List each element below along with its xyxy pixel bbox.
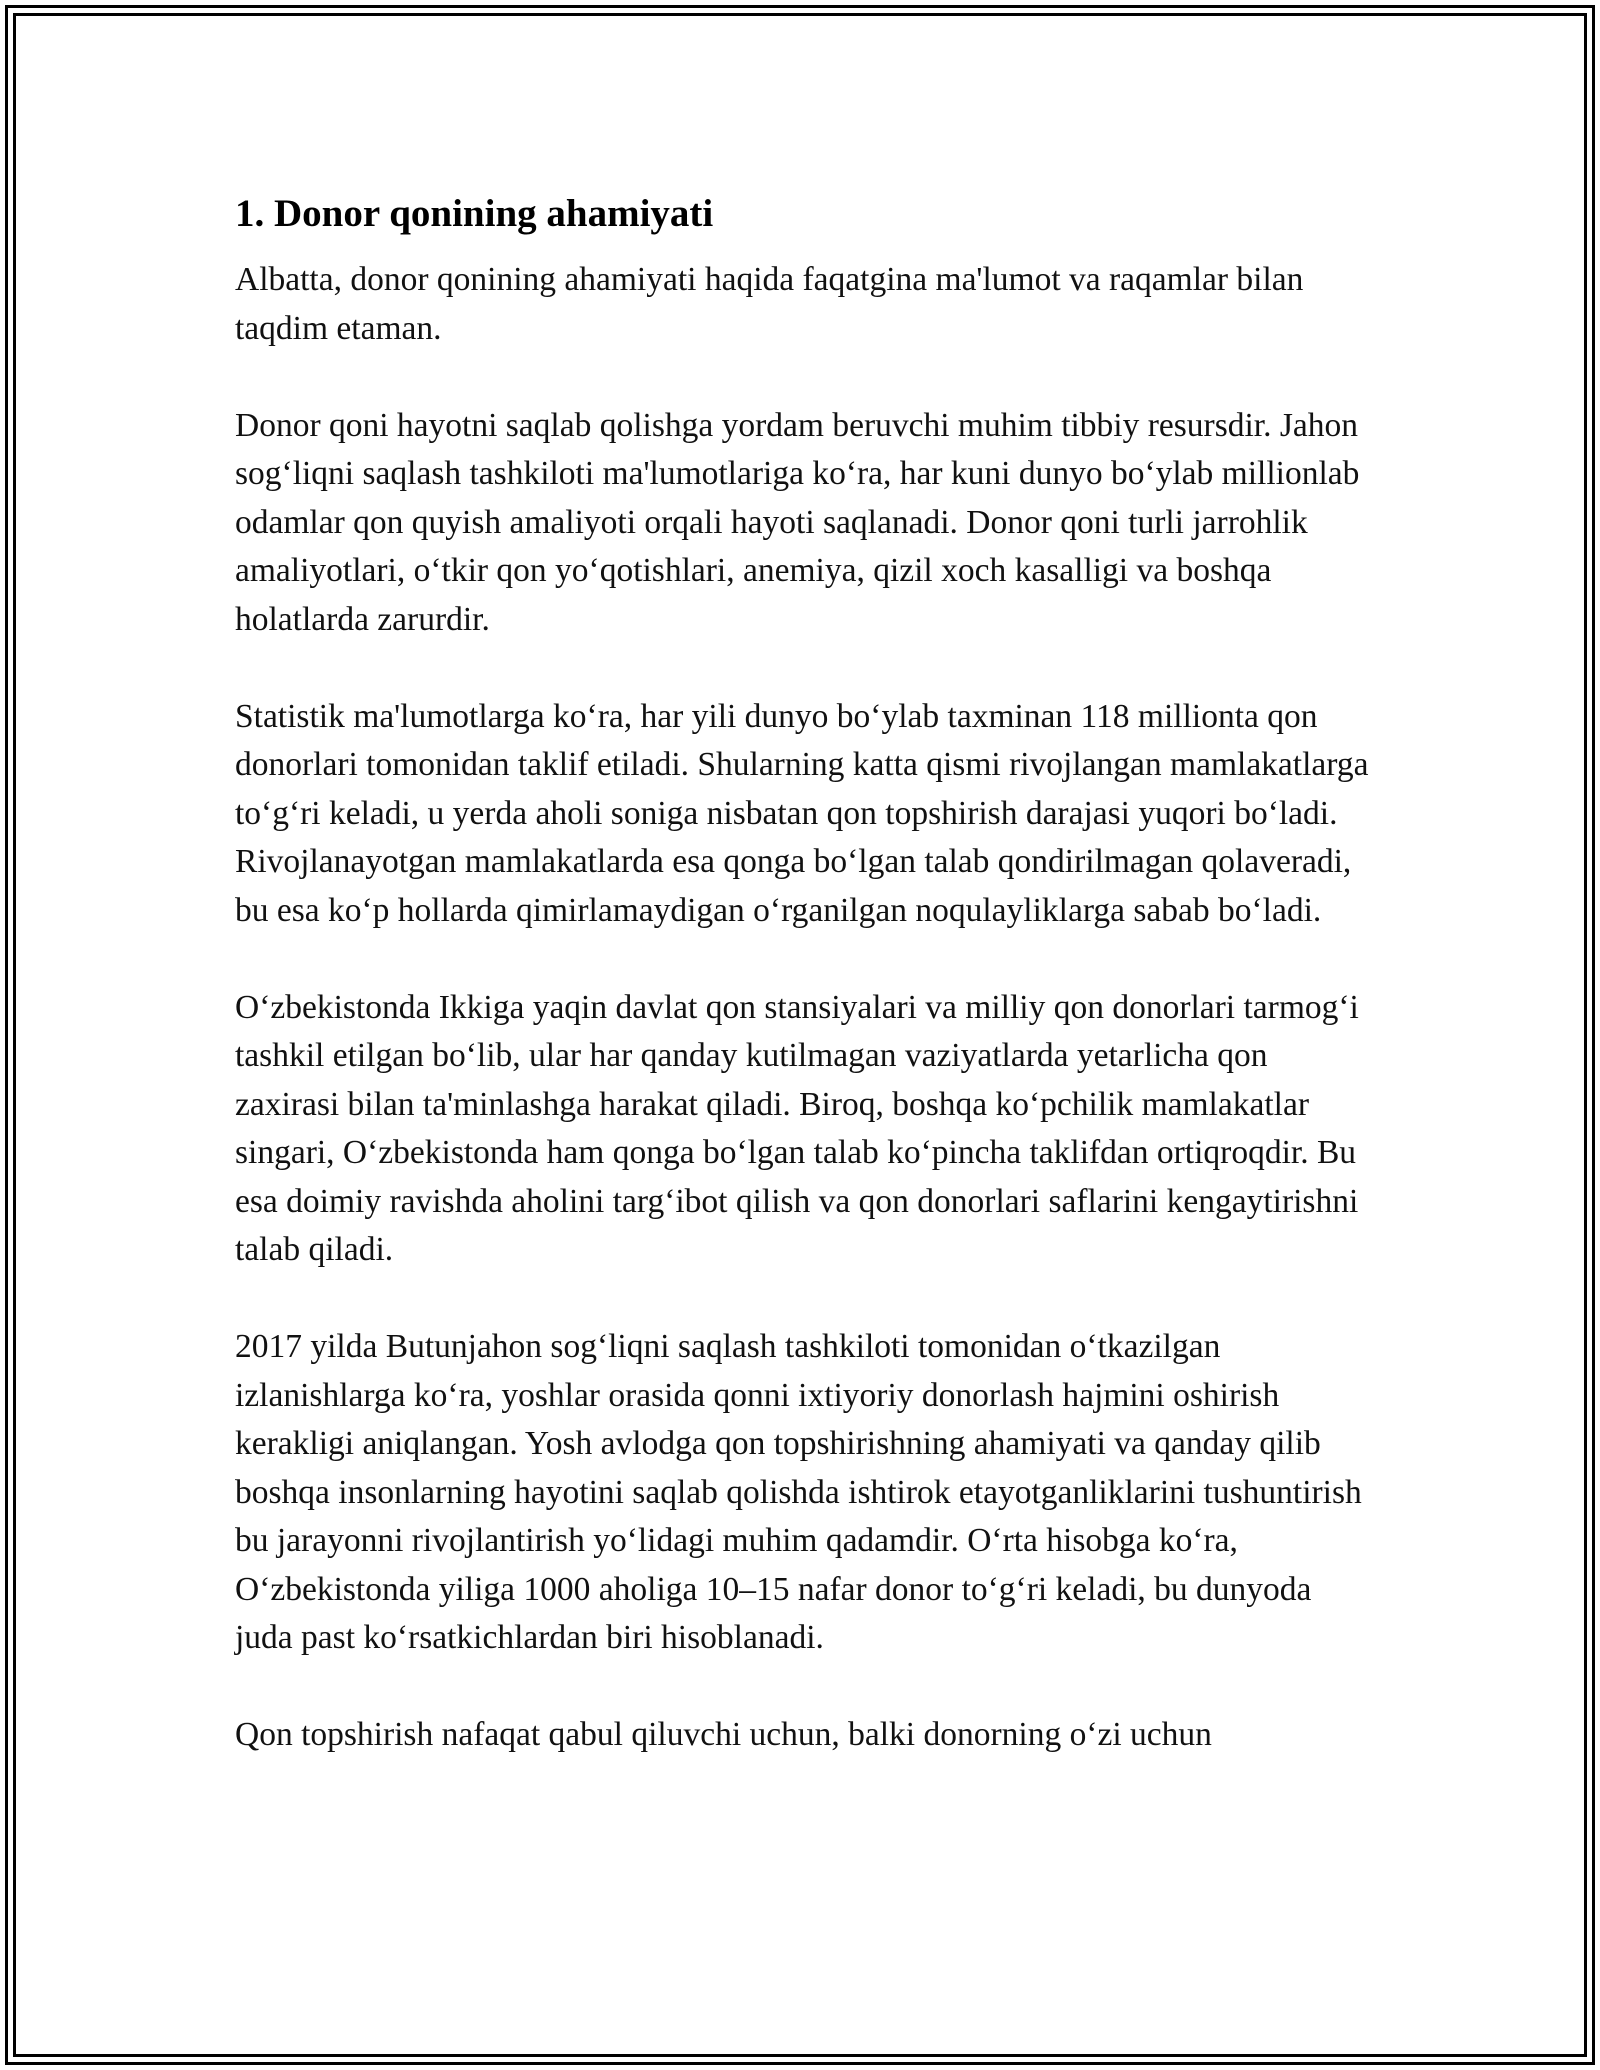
- paragraph-global-statistics: Statistik ma'lumotlarga ko‘ra, har yili dunyo bo‘ylab taxminan 118 millionta qon donorlari tomonidan taklif etiladi. Shularning katta qismi rivojlangan mamlakatlarga to‘g‘ri keladi, u yerda aholi soniga nisbatan qon topshirish darajasi yuqori bo‘ladi. Rivojlanayotgan mamlakatlarda esa qonga bo‘lgan talab qondirilmagan qolaveradi, bu esa ko‘p hollarda qimirlamaydigan o‘rganilgan noqulayliklarga sabab bo‘ladi.: [235, 697, 1369, 929]
- paragraph-benefits-start: Qon topshirish nafaqat qabul qiluvchi uchun, balki donorning o‘zi uchun: [235, 1716, 1212, 1753]
- section-heading: 1. Donor qonining ahamiyati: [235, 192, 714, 235]
- paragraph-2017-research: 2017 yilda Butunjahon sog‘liqni saqlash tashkiloti tomonidan o‘tkazilgan izlanishlarga ko‘ra, yoshlar orasida qonni ixtiyoriy donorlash hajmini oshirish kerakligi aniqlangan. Yosh avlodga qon topshirishning ahamiyati va qanday qilib boshqa insonlarning hayotini saqlab qolishda ishtirok etayotganliklarini tushuntirish bu jarayonni rivojlantirish yo‘lidagi muhim qadamdir. O‘rta hisobga ko‘ra, O‘zbekistonda yiliga 1000 aholiga 10–15 nafar donor to‘g‘ri keladi, bu dunyoda juda past ko‘rsatkichlardan biri hisoblanadi.: [235, 1328, 1362, 1656]
- paragraph-intro: Albatta, donor qonining ahamiyati haqida faqatgina ma'lumot va raqamlar bilan taqdim etaman.: [235, 261, 1304, 347]
- document-body: [235, 188, 1375, 1760]
- paragraph-donor-blood-resource: Donor qoni hayotni saqlab qolishga yordam beruvchi muhim tibbiy resursdir. Jahon sog‘liqni saqlash tashkiloti ma'lumotlariga ko‘ra, har kuni dunyo bo‘ylab millionlab odamlar qon quyish amaliyoti orqali hayoti saqlanadi. Donor qoni turli jarrohlik amaliyotlari, o‘tkir qon yo‘qotishlari, anemiya, qizil xoch kasalligi va boshqa holatlarda zarurdir.: [235, 406, 1360, 638]
- paragraph-uzbekistan-network: O‘zbekistonda Ikkiga yaqin davlat qon stansiyalari va milliy qon donorlari tarmog‘i tashkil etilgan bo‘lib, ular har qanday kutilmagan vaziyatlarda yetarlicha qon zaxirasi bilan ta'minlashga harakat qiladi. Biroq, boshqa ko‘pchilik mamlakatlar singari, O‘zbekistonda ham qonga bo‘lgan talab ko‘pincha taklifdan ortiqroqdir. Bu esa doimiy ravishda aholini targ‘ibot qilish va qon donorlari saflarini kengaytirishni talab qiladi.: [235, 988, 1359, 1268]
